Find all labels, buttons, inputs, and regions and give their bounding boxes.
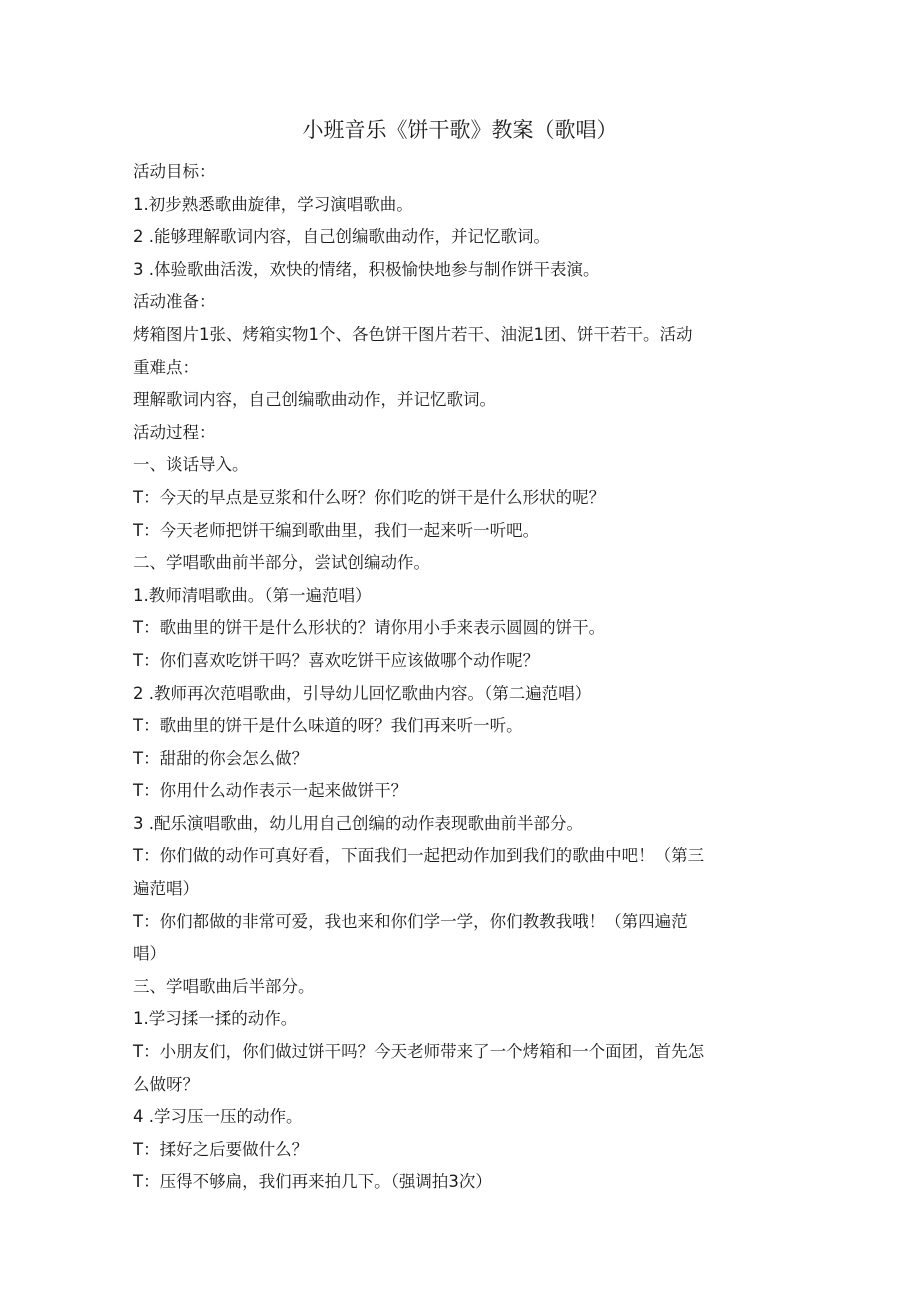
text-line: 2 .教师再次范唱歌曲，引导幼儿回忆歌曲内容。（第二遍范唱） [133,683,592,703]
text-line: T：歌曲里的饼干是什么味道的呀？我们再来听一听。 [133,716,523,736]
text-line: T：歌曲里的饼干是什么形状的？请你用小手来表示圆圆的饼干。 [133,618,606,638]
document-body [133,156,783,1199]
text-line: T：你用什么动作表示一起来做饼干？ [133,781,408,801]
text-line: T：你们喜欢吃饼干吗？喜欢吃饼干应该做哪个动作呢？ [133,650,540,670]
text-line: 3 .体验歌曲活泼，欢快的情绪，积极愉快地参与制作饼干表演。 [133,259,600,279]
text-line: 活动过程： [133,422,216,442]
text-line: 4 .学习压一压的动作。 [133,1107,303,1127]
text-line: 遍范唱） [133,879,199,899]
text-line: 2 .能够理解歌词内容，自己创编歌曲动作，并记忆歌词。 [133,227,550,247]
document-title: 小班音乐《饼干歌》教案（歌唱） [302,118,618,142]
text-line: 3 .配乐演唱歌曲，幼儿用自己创编的动作表现歌曲前半部分。 [133,813,583,833]
text-line: 三、学唱歌曲后半部分。 [133,976,315,996]
text-line: 一、谈话导入。 [133,455,249,475]
text-line: 1.教师清唱歌曲。（第一遍范唱） [133,585,372,605]
text-line: T：揉好之后要做什么？ [133,1139,309,1159]
text-line: 理解歌词内容，自己创编歌曲动作，并记忆歌词。 [133,390,496,410]
text-line: 1.初步熟悉歌曲旋律，学习演唱歌曲。 [133,194,413,214]
text-line: T：你们都做的非常可爱，我也来和你们学一学，你们教教我哦！（第四遍范 [133,911,688,931]
text-line: T：甜甜的你会怎么做？ [133,748,309,768]
text-line: 烤箱图片1张、烤箱实物1个、各色饼干图片若干、油泥1团、饼干若干。活动 [133,324,693,344]
text-line: T：压得不够扁，我们再来拍几下。（强调拍3次） [133,1172,492,1192]
text-line: T：小朋友们，你们做过饼干吗？今天老师带来了一个烤箱和一个面团，首先怎 [133,1042,705,1062]
text-line: 么做呀？ [133,1074,199,1094]
text-line: T：今天老师把饼干编到歌曲里，我们一起来听一听吧。 [133,520,540,540]
text-line: 活动目标： [133,162,216,181]
text-line: 1.学习揉一揉的动作。 [133,1009,298,1029]
text-line: 唱） [133,944,166,964]
text-line: 二、学唱歌曲前半部分，尝试创编动作。 [133,553,430,573]
text-line: T：你们做的动作可真好看，下面我们一起把动作加到我们的歌曲中吧！（第三 [133,846,705,866]
text-line: 活动准备： [133,292,216,312]
text-line: 重难点： [133,357,199,377]
text-line: T：今天的早点是豆浆和什么呀？你们吃的饼干是什么形状的呢？ [133,487,606,507]
